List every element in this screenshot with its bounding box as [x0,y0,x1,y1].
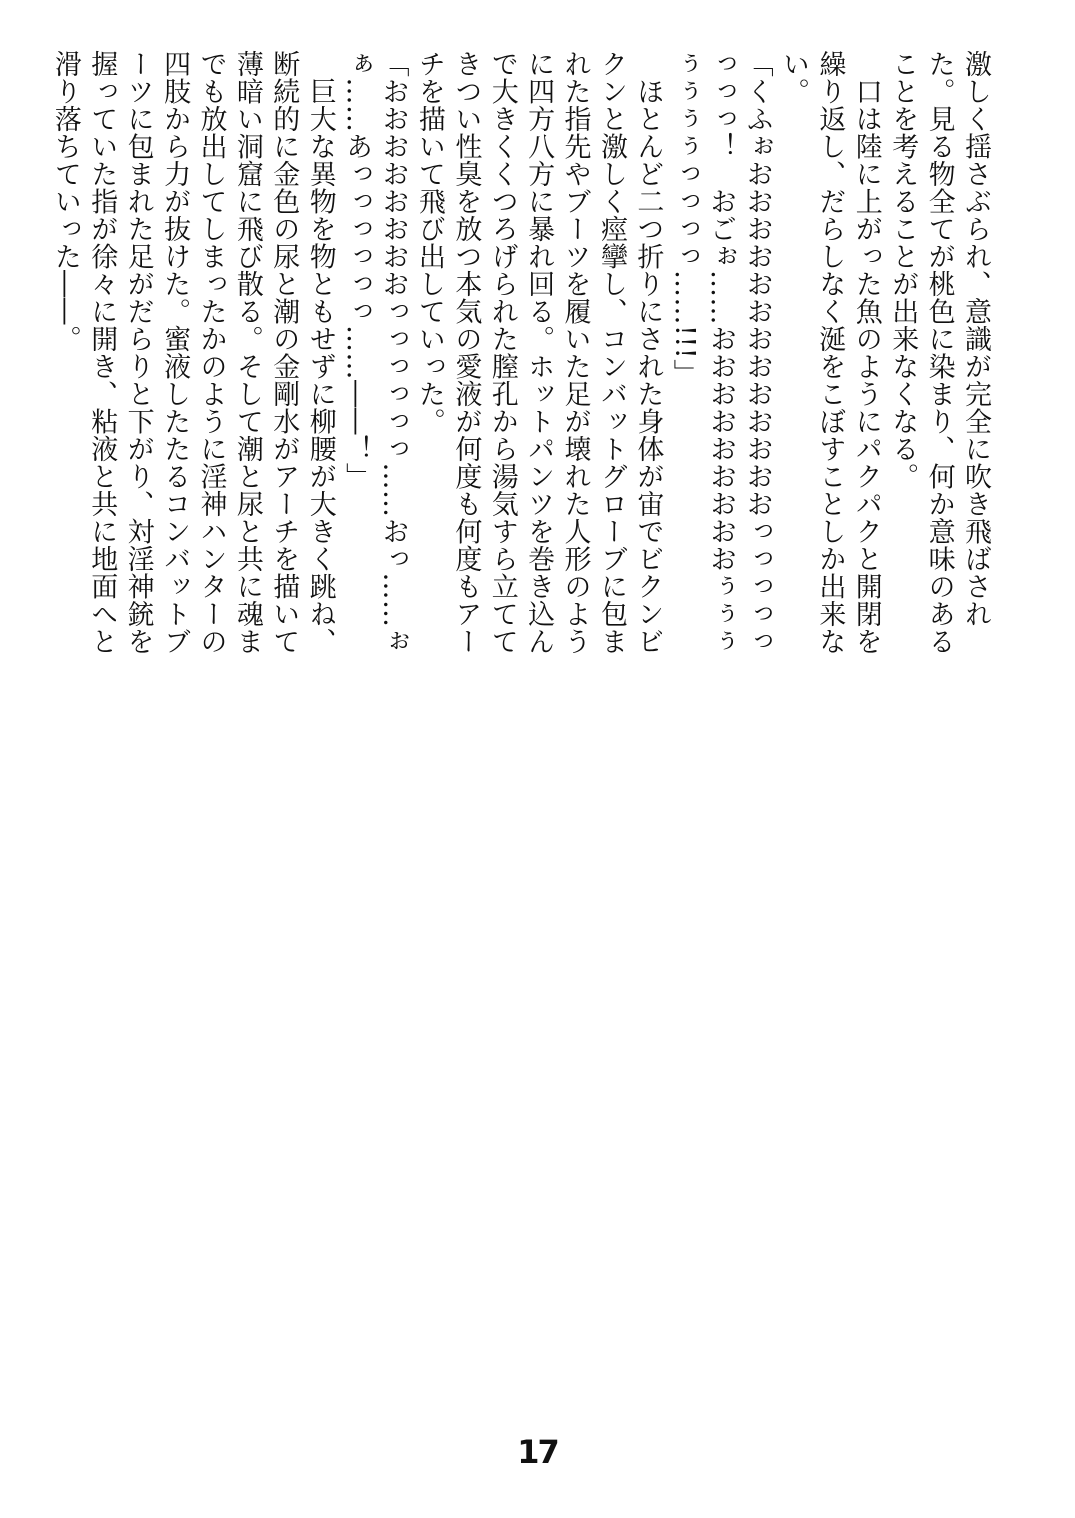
paragraph: 巨大な異物を物ともせずに柳腰が大きく跳ね、断続的に金色の尿と潮の金剛水がアーチを描いて薄暗い洞窟に飛び散る。そして潮と尿と共に魂までも放出してしまったかのように淫神ハンターの四肢から力が抜けた。蜜液したたるコンバットブーツに包まれた足がだらりと下がり、対淫神銃を握っていた指が徐々に開き、粘液と共に地面へと滑り落ちていった――。 [49,50,336,655]
dialogue-line: 「おおおおおおおおっっっっっっ……おっ……ぉぁ……あっっっっっっ……――！」 [341,50,409,655]
paragraph: 激しく揺さぶられ、意識が完全に吹き飛ばされた。見る物全てが桃色に染まり、何か意味のあることを考えることが出来なくなる。 [887,50,991,655]
paragraph: ほとんど二つ折りにされた身体が宙でビクンビクンと激しく痙攣し、コンバットグローブに包まれた指先やブーツを履いた足が壊れた人形のように四方八方に暴れ回る。ホットパンツを巻き込んで大きくくつろげられた膣孔から湯気すら立ててきつい性臭を放つ本気の愛液が何度も何度もアーチを描いて飛び出していった。 [413,50,664,655]
paragraph: 口は陸に上がった魚のようにパクパクと開閉を繰り返し、だらしなく涎をこぼすことしか出来ない。 [777,50,882,655]
page-number: 17 [517,1433,558,1471]
vertical-text-body [46,50,993,670]
dialogue-line: 「くふぉおおおおおおおおおおおおおっっっっっっっっ！ おごぉ……おおおおおおおおおぅぅぅぅぅぅぅっっっっ……!!!」 [668,50,773,655]
